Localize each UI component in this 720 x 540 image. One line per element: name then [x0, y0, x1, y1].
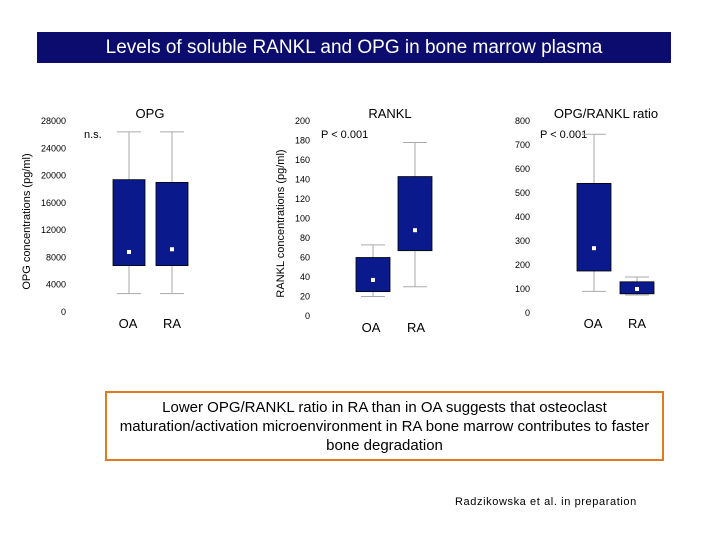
page-title: Levels of soluble RANKL and OPG in bone marrow plasma: [105, 36, 603, 58]
chart-title: OPG: [135, 106, 165, 121]
y-tick-label: 120: [294, 194, 310, 204]
y-tick-label: 28000: [40, 116, 66, 126]
y-tick-label: 100: [294, 213, 310, 224]
y-tick-label: 0: [524, 308, 530, 318]
category-label: RA: [162, 316, 182, 331]
y-axis-label: OPG concentrations (pg/ml): [21, 153, 33, 290]
mean-marker: [371, 278, 375, 282]
mean-marker: [592, 246, 596, 250]
mean-marker: [127, 250, 131, 254]
y-tick-label: 140: [294, 174, 310, 185]
chart-title: OPG/RANKL ratio: [553, 106, 659, 121]
y-tick-label: 0: [60, 307, 66, 317]
box: [156, 182, 188, 265]
category-label: RA: [406, 320, 426, 335]
citation: Radzikowska et al. in preparation: [455, 496, 637, 508]
y-tick-label: 180: [294, 135, 310, 146]
y-tick-label: 80: [299, 233, 310, 243]
mean-marker: [170, 247, 174, 251]
y-tick-label: 500: [514, 188, 530, 198]
box: [356, 258, 390, 292]
mean-marker: [635, 287, 639, 291]
y-tick-label: 12000: [40, 225, 66, 236]
category-label: RA: [627, 316, 647, 331]
y-tick-label: 8000: [45, 252, 66, 263]
y-tick-label: 600: [514, 164, 530, 174]
y-tick-label: 4000: [45, 279, 66, 290]
y-tick-label: 20: [299, 291, 310, 302]
significance-label: P < 0.001: [321, 129, 369, 141]
box: [398, 177, 432, 251]
y-tick-label: 40: [299, 272, 310, 282]
y-tick-label: 24000: [40, 143, 66, 154]
y-tick-label: 200: [294, 116, 310, 126]
y-tick-label: 700: [514, 140, 530, 150]
conclusion-box: [105, 391, 664, 461]
significance-label: n.s.: [84, 129, 102, 141]
y-axis-label: RANKL concentrations (pg/ml): [275, 149, 287, 298]
mean-marker: [413, 228, 417, 232]
conclusion-text: Lower OPG/RANKL ratio in RA than in OA suggests that osteoclast maturation/activation microenvironment in RA bone marrow contributes to faster bone degradation: [119, 398, 650, 454]
y-tick-label: 16000: [40, 197, 66, 208]
chart-title: RANKL: [368, 106, 412, 121]
y-tick-label: 100: [514, 284, 530, 294]
y-tick-label: 200: [514, 260, 530, 270]
y-tick-label: 20000: [40, 170, 66, 181]
category-label: OA: [361, 320, 381, 335]
y-tick-label: 0: [304, 311, 310, 321]
category-label: OA: [118, 316, 138, 331]
box: [577, 183, 611, 271]
y-tick-label: 800: [514, 116, 530, 126]
y-tick-label: 160: [294, 155, 310, 165]
significance-label: P < 0.001: [540, 129, 588, 141]
category-label: OA: [583, 316, 603, 331]
y-tick-label: 400: [514, 212, 530, 222]
y-tick-label: 60: [299, 252, 310, 263]
y-tick-label: 300: [514, 236, 530, 246]
